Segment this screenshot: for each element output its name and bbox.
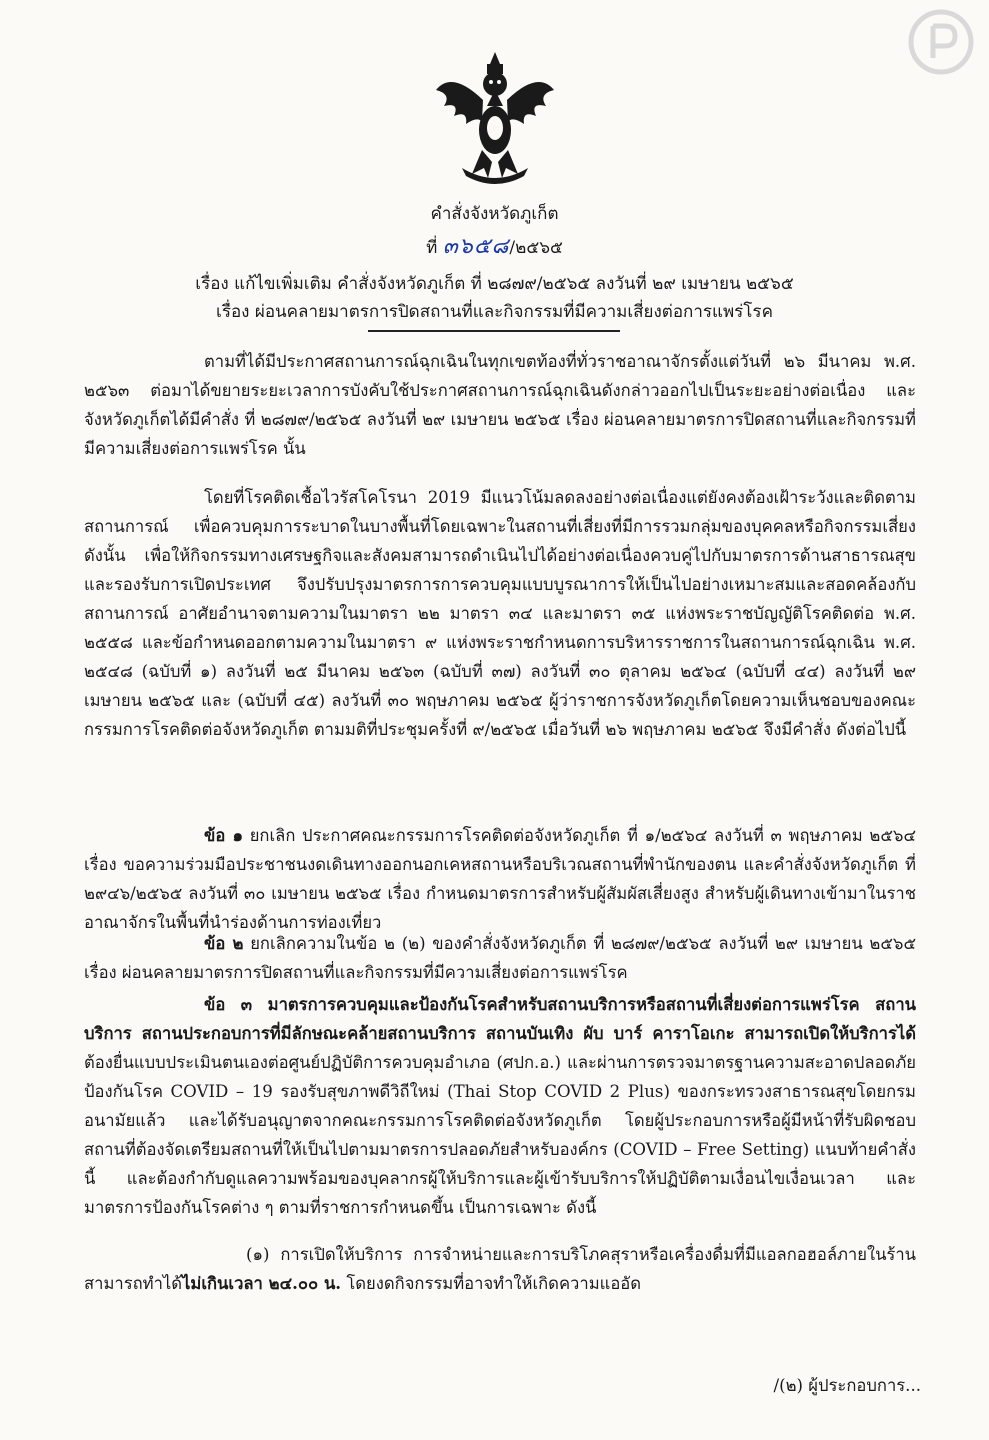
order-number (0, 228, 989, 263)
order-number-suffix: /๒๕๖๕ (509, 238, 563, 258)
clause-2 (84, 929, 916, 987)
paragraph-authority-text: โดยที่โรคติดเชื้อไวรัสโคโรนา 2019 มีแนวโน้มลดลงอย่างต่อเนื่องแต่ยังคงต้องเฝ้าระวังและติดตามสถานการณ์ เพื่อควบคุมการระบาดในบางพื้นที่โดยเฉพาะในสถานที่เสี่ยงที่มีการรวมกลุ่มของบุคคลหรือกิจกรรมเสี่ยง ดังนั้น เพื่อให้กิจกรรมทางเศรษฐกิจและสังคมสามารถดำเนินไปได้อย่างต่อเนื่องควบคู่ไปกับมาตรการด้านสาธารณสุขและรองรับการเปิดประเทศ จึงปรับปรุงมาตรการการควบคุมแบบบูรณาการให้เป็นไปอย่างเหมาะสมและสอดคล้องกับสถานการณ์ อาศัยอำนาจตามความในมาตรา ๒๒ มาตรา ๓๔ และมาตรา ๓๕ แห่งพระราชบัญญัติโรคติดต่อ พ.ศ. ๒๕๕๘ และข้อกำหนดออกตามความในมาตรา ๙ แห่งพระราชกำหนดการบริหารราชการในสถานการณ์ฉุกเฉิน พ.ศ. ๒๕๔๘ (ฉบับที่ ๑) ลงวันที่ ๒๕ มีนาคม ๒๕๖๓ (ฉบับที่ ๓๗) ลงวันที่ ๓๐ ตุลาคม ๒๕๖๔ (ฉบับที่ ๔๔) ลงวันที่ ๒๙ เมษายน ๒๕๖๕ และ (ฉบับที่ ๔๕) ลงวันที่ ๓๐ พฤษภาคม ๒๕๖๕ ผู้ว่าราชการจังหวัดภูเก็ตโดยความเห็นชอบของคณะกรรมการโรคติดต่อจังหวัดภูเก็ต ตามมติที่ประชุมครั้งที่ ๙/๒๕๖๕ เมื่อวันที่ ๒๖ พฤษภาคม ๒๕๖๕ จึงมีคำสั่ง ดังต่อไปนี้ (84, 488, 916, 739)
order-number-handwritten: ๓๖๕๘ (442, 234, 510, 259)
clause-1-label: ข้อ ๑ (204, 825, 244, 845)
clause-3-item-1-time: ไม่เกินเวลา ๒๔.๐๐ น. (182, 1273, 342, 1293)
subject-line-2: เรื่อง ผ่อนคลายมาตรการปิดสถานที่และกิจกรรมที่มีความเสี่ยงต่อการแพร่โรค (216, 302, 773, 322)
clause-3 (84, 990, 916, 1222)
paragraph-preamble (84, 347, 916, 463)
continued-footer: /(๒) ผู้ประกอบการ... (773, 1376, 921, 1395)
clause-3-item-1-text-b: โดยงดกิจกรรมที่อาจทำให้เกิดความแออัด (341, 1274, 642, 1293)
garuda-emblem-icon (432, 50, 558, 188)
paragraph-preamble-text: ตามที่ได้มีประกาศสถานการณ์ฉุกเฉินในทุกเขตท้องที่ทั่วราชอาณาจักรตั้งแต่วันที่ ๒๖ มีนาคม พ.ศ. ๒๕๖๓ ต่อมาได้ขยายระยะเวลาการบังคับใช้ประกาศสถานการณ์ฉุกเฉินดังกล่าวออกไปเป็นระยะอย่างต่อเนื่อง และจังหวัดภูเก็ตได้มีคำสั่ง ที่ ๒๘๗๙/๒๕๖๕ ลงวันที่ ๒๙ เมษายน ๒๕๖๕ เรื่อง ผ่อนคลายมาตรการปิดสถานที่และกิจกรรมที่มีความเสี่ยงต่อการแพร่โรค นั้น (84, 352, 916, 458)
clause-1-text: ยกเลิก ประกาศคณะกรรมการโรคติดต่อจังหวัดภูเก็ต ที่ ๑/๒๕๖๔ ลงวันที่ ๓ พฤษภาคม ๒๕๖๔ เรื่อง ขอความร่วมมือประชาชนงดเดินทางออกนอกเคหสถานหรือบริเวณสถานที่พำนักของตน และคำสั่งจังหวัดภูเก็ต ที่ ๒๙๔๖/๒๕๖๕ ลงวันที่ ๓๐ เมษายน ๒๕๖๕ เรื่อง กำหนดมาตรการสำหรับผู้สัมผัสเสี่ยงสูง สำหรับผู้เดินทางเข้ามาในราชอาณาจักรในพื้นที่นำร่องด้านการท่องเที่ยว (84, 826, 917, 932)
watermark-logo-icon (907, 8, 975, 76)
paragraph-authority (84, 483, 916, 744)
clause-3-text: ต้องยื่นแบบประเมินตนเองต่อศูนย์ปฏิบัติการควบคุมอำเภอ (ศปก.อ.) และผ่านการตรวจมาตรฐานความสะอาดปลอดภัยป้องกันโรค COVID – 19 รองรับสุขภาพดีวิถีใหม่ (Thai Stop COVID 2 Plus) ของกระทรวงสาธารณสุขโดยกรมอนามัยแล้ว และได้รับอนุญาตจากคณะกรรมการโรคติดต่อจังหวัดภูเก็ต โดยผู้ประกอบการหรือผู้มีหน้าที่รับผิดชอบสถานที่ต้องจัดเตรียมสถานที่ให้เป็นไปตามมาตรการปลอดภัยสำหรับองค์กร (COVID – Free Setting) แนบท้ายคำสั่งนี้ และต้องกำกับดูแลความพร้อมของบุคลากรผู้ให้บริการและผู้เข้ารับบริการให้ปฏิบัติตามเงื่อนไขเงื่อนเวลา และมาตรการป้องกันโรคต่าง ๆ ตามที่ราชการกำหนดขึ้น เป็นการเฉพาะ ดังนี้ (84, 1053, 916, 1217)
subject-line-1: เรื่อง แก้ไขเพิ่มเติม คำสั่งจังหวัดภูเก็ต ที่ ๒๘๗๙/๒๕๖๕ ลงวันที่ ๒๙ เมษายน ๒๕๖๕ (195, 274, 794, 294)
clause-3-item-1 (84, 1240, 916, 1298)
clause-1 (84, 821, 916, 937)
document-title: คำสั่งจังหวัดภูเก็ต (430, 204, 559, 224)
title-divider (368, 330, 620, 332)
clause-3-heading: ข้อ ๓ มาตรการควบคุมและป้องกันโรคสำหรับสถานบริการหรือสถานที่เสี่ยงต่อการแพร่โรค สถานบริการ สถานประกอบการที่มีลักษณะคล้ายสถานบริการ สถานบันเทิง ผับ บาร์ คาราโอเกะ สามารถเปิดให้บริการได้ (84, 994, 916, 1043)
clause-2-text: ยกเลิกความในข้อ ๒ (๒) ของคำสั่งจังหวัดภูเก็ต ที่ ๒๘๗๙/๒๕๖๕ ลงวันที่ ๒๙ เมษายน ๒๕๖๕ เรื่อง ผ่อนคลายมาตรการปิดสถานที่และกิจกรรมที่มีความเสี่ยงต่อการแพร่โรค (84, 934, 916, 982)
order-number-prefix: ที่ (426, 238, 438, 258)
clause-3-item-1-text-a: (๑) การเปิดให้บริการ การจำหน่ายและการบริโภคสุราหรือเครื่องดื่มที่มีแอลกอฮอล์ภายในร้าน สามารถทำได้ (84, 1245, 916, 1293)
clause-2-label: ข้อ ๒ (204, 933, 244, 953)
